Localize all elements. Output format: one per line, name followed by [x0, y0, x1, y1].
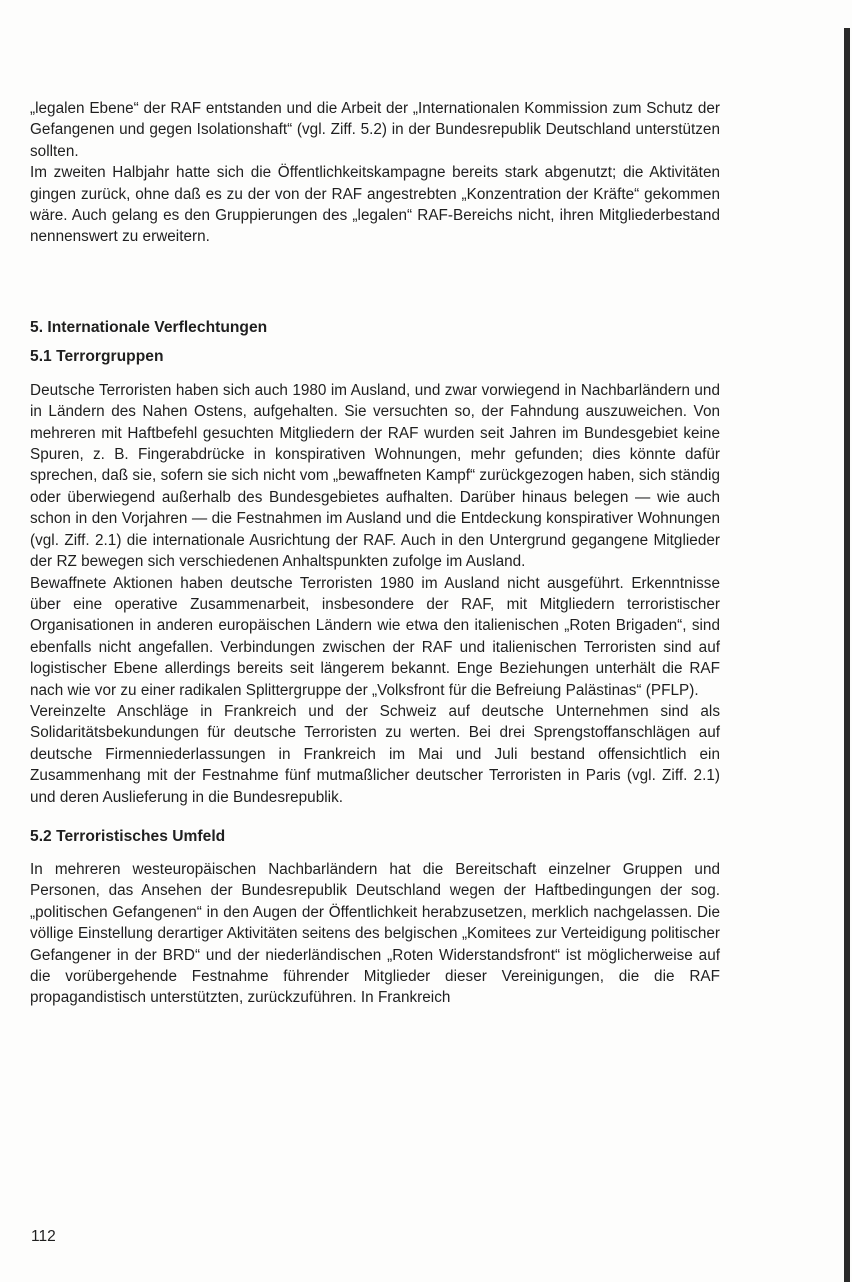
scan-edge-shadow — [844, 28, 850, 1282]
terrorgruppen-paragraph-3: Vereinzelte Anschläge in Frankreich und der Schweiz auf deutsche Unternehmen sind als Solidaritätsbekundungen für deutsche Terroristen zu werten. Bei drei Sprengstoffanschlägen auf deutsche Firmenniederlassungen in Frankreich im Mai und Juli bestand offensichtlich ein Zusammenhang mit der Festnahme fünf mutmaßlicher deutscher Terroristen in Paris (vgl. Ziff. 2.1) und deren Auslieferung in die Bundesrepublik. — [30, 702, 720, 806]
terrorgruppen-paragraph-2: Bewaffnete Aktionen haben deutsche Terroristen 1980 im Ausland nicht ausgeführt. Erkenntnisse über eine operative Zusammenarbeit, insbesondere der RAF, mit Mitgliedern terroristischer Organisationen in anderen europäischen Ländern wie etwa den italienischen „Roten Brigaden“, sind ebenfalls nicht angefallen. Verbindungen zwischen der RAF und italienischen Terroristen sind auf logistischer Ebene allerdings bereits seit längerem bekannt. Enge Beziehungen unterhält die RAF nach wie vor zu einer radikalen Splittergruppe der „Volksfront für die Befreiung Palästinas“ (PFLP). — [30, 574, 720, 699]
subsection-heading-terrorgruppen: 5.1 Terrorgruppen — [30, 347, 164, 365]
terrorgruppen-paragraph-1: Deutsche Terroristen haben sich auch 1980 im Ausland, und zwar vorwiegend in Nachbarländern und in Ländern des Nahen Ostens, aufgehalten. Sie versuchten so, der Fahndung auszuweichen. Von mehreren mit Haftbefehl gesuchten Mitgliedern der RAF wurden seit Jahren im Bundesgebiet keine Spuren, z. B. Fingerabdrücke in konspirativen Wohnungen, mehr gefunden; dies könnte dafür sprechen, daß sie, sofern sie sich nicht vom „bewaffneten Kampf“ zurückgezogen haben, sich ständig oder überwiegend außerhalb des Bundesgebietes aufhalten. Darüber hinaus belegen — wie auch schon in den Vorjahren — die Festnahmen im Ausland und die Entdeckung konspirativer Wohnungen (vgl. Ziff. 2.1) die internationale Ausrichtung der RAF. Auch in den Untergrund gegangene Mitglieder der RZ bewegen sich verschiedenen Anhaltspunkten zufolge im Ausland. — [30, 381, 720, 571]
section-spacer — [30, 248, 720, 295]
subsection-heading-umfeld: 5.2 Terroristisches Umfeld — [30, 827, 226, 845]
intro-paragraph-2: Im zweiten Halbjahr hatte sich die Öffentlichkeitskampagne bereits stark abgenutzt; die Aktivitäten gingen zurück, ohne daß es zu der von der RAF angestrebten „Konzentration der Kräfte“ gekommen wäre. Auch gelang es den Gruppierungen des „legalen“ RAF-Bereichs nicht, ihren Mitgliederbestand nennenswert zu erweitern. — [30, 164, 720, 246]
intro-paragraph-1: „legalen Ebene“ der RAF entstanden und die Arbeit der „Internationalen Kommission zum Schutz der Gefangenen und gegen Isolationshaft“ (vgl. Ziff. 5.2) in der Bundesrepublik Deutschland unterstützen sollten. — [30, 100, 720, 160]
section-heading: 5. Internationale Verflechtungen — [30, 318, 268, 336]
page-number: 112 — [31, 1228, 56, 1245]
page-body — [30, 98, 720, 1009]
umfeld-paragraph-1: In mehreren westeuropäischen Nachbarländern hat die Bereitschaft einzelner Gruppen und Personen, das Ansehen der Bundesrepublik Deutschland wegen der Haftbedingungen der sog. „politischen Gefangenen“ in den Augen der Öffentlichkeit herabzusetzen, merklich nachgelassen. Die völlige Einstellung derartiger Aktivitäten seitens des belgischen „Komitees zur Verteidigung politischer Gefangener in der BRD“ und der niederländischen „Roten Widerstandsfront“ ist möglicherweise auf die vorübergehende Festnahme führender Mitglieder dieser Vereinigungen, die die RAF propagandistisch unterstützten, zurückzuführen. In Frankreich — [30, 860, 720, 1007]
